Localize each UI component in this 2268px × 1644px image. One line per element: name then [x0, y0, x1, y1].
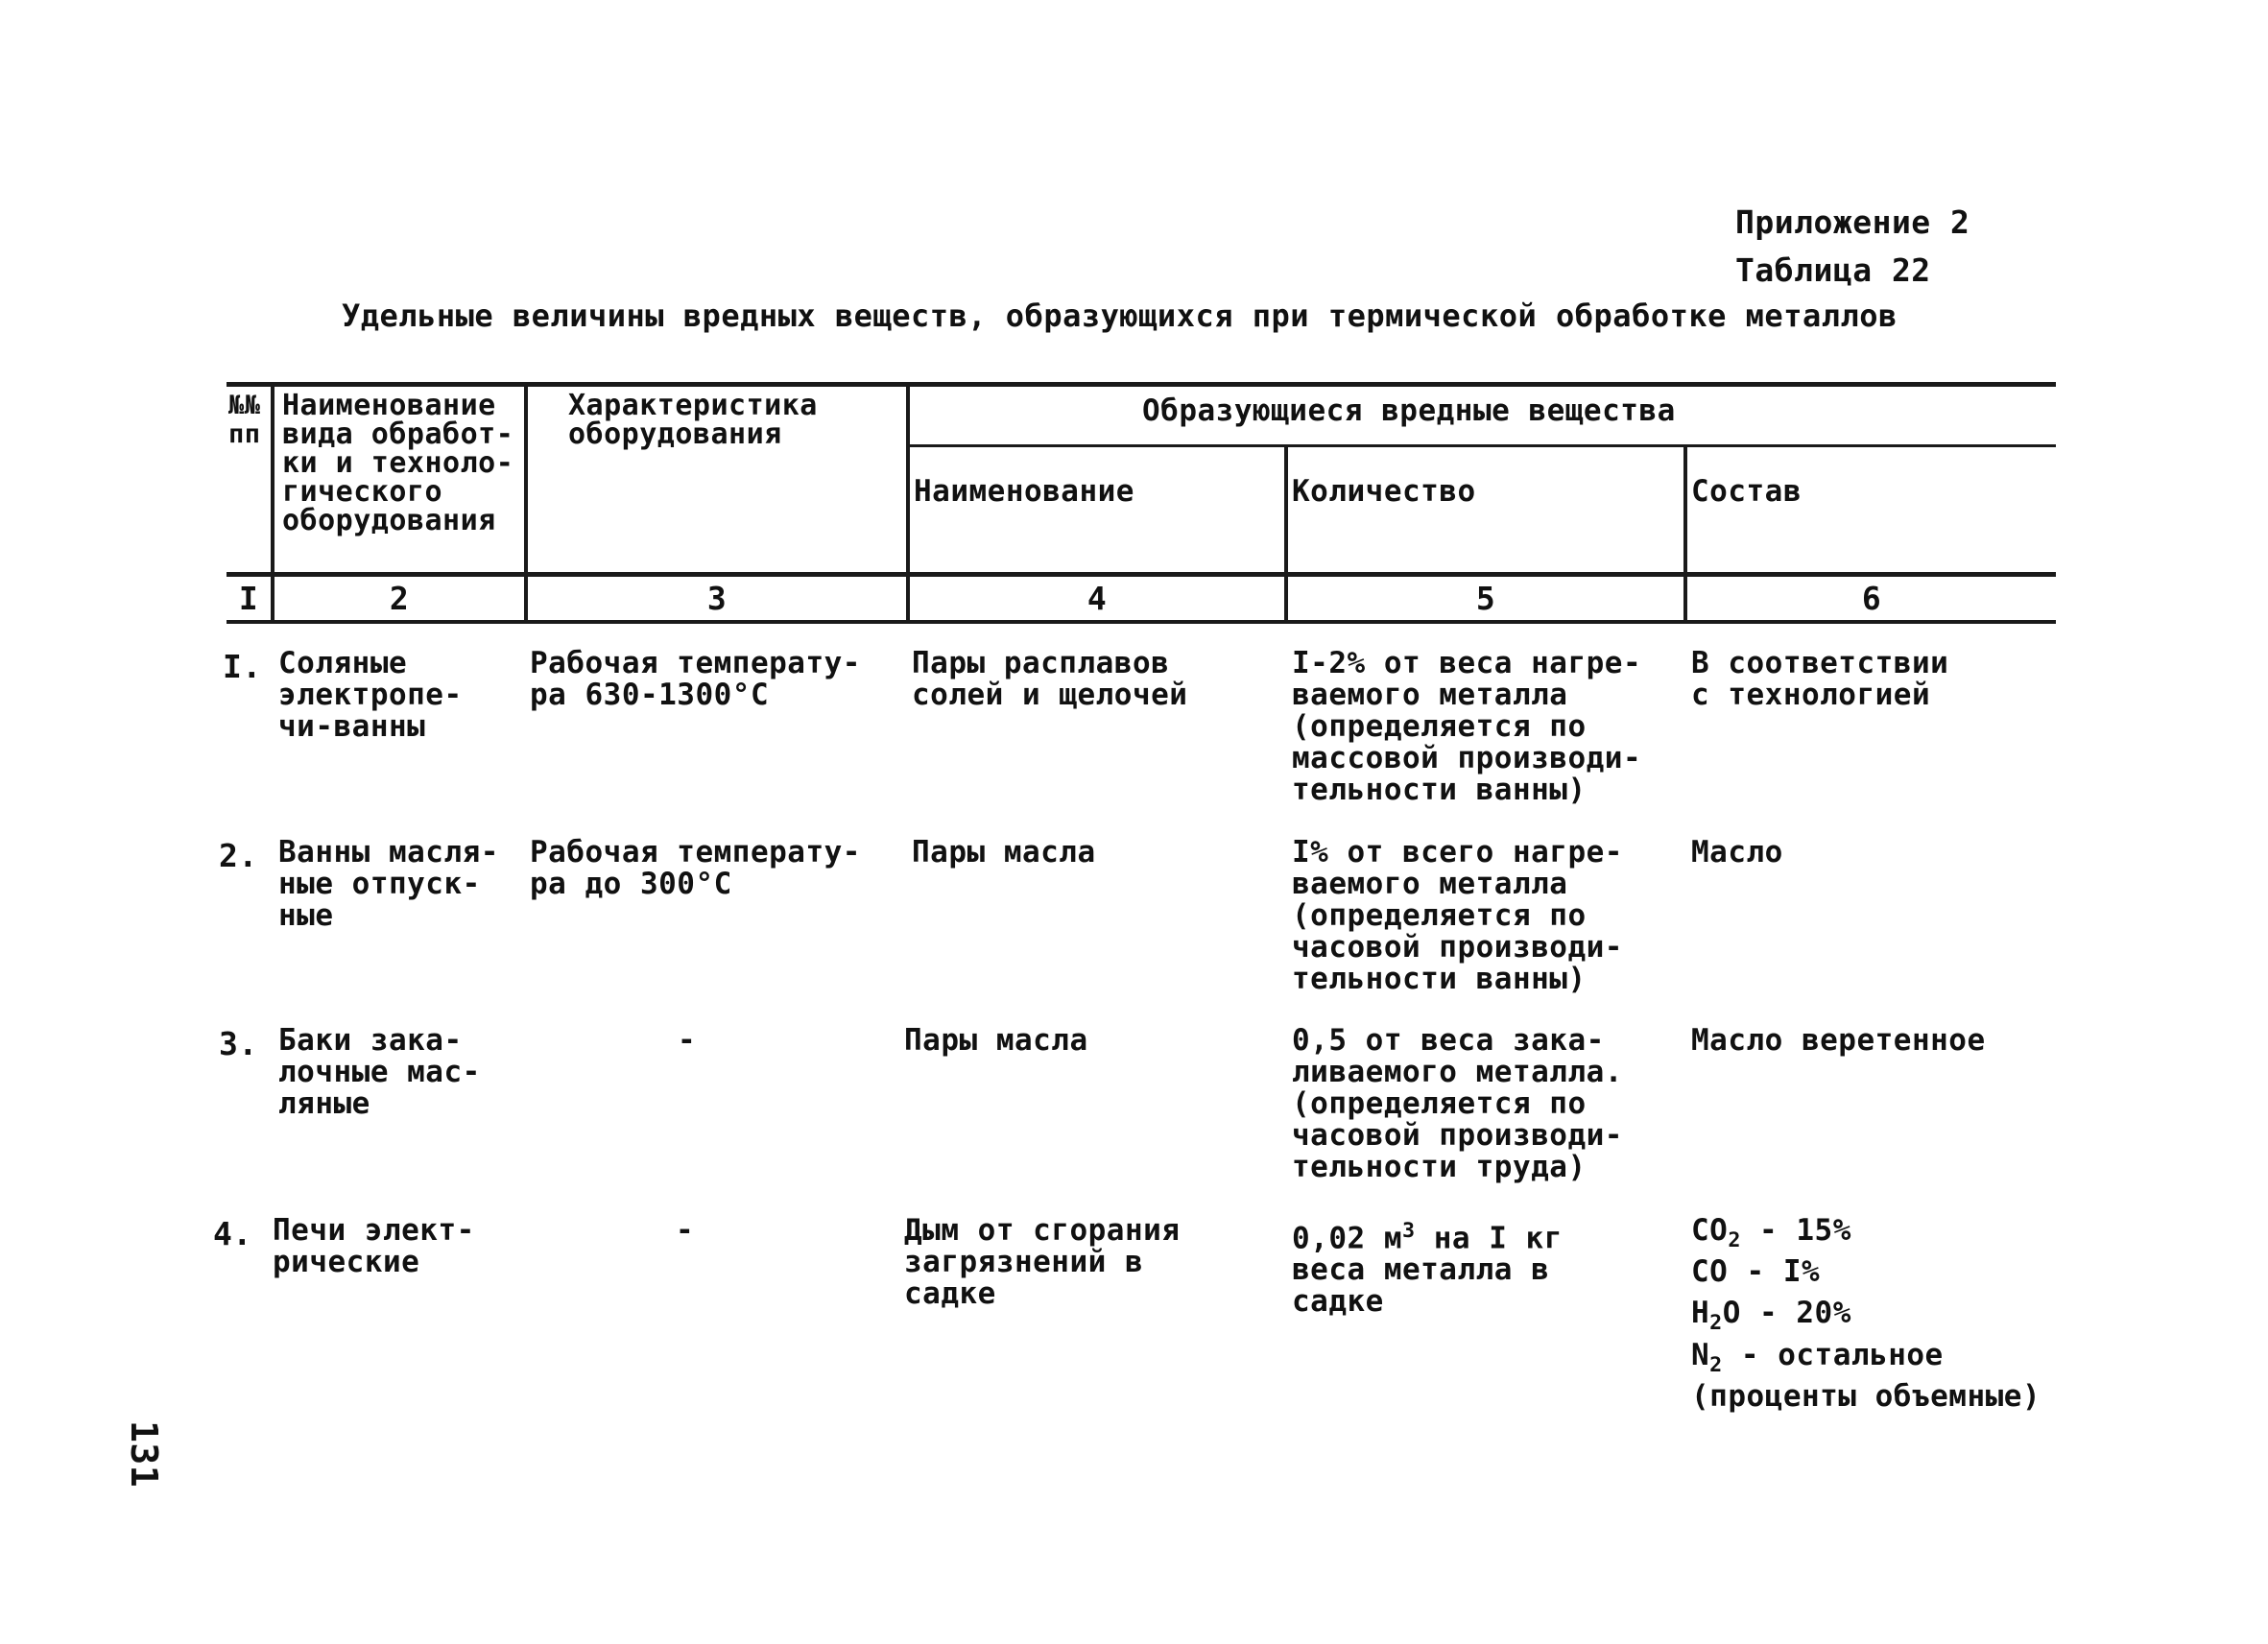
header-bottom-border: [227, 572, 2056, 577]
column-number-6: 6: [1861, 580, 1882, 617]
document-title: Удельные величины вредных веществ, образующихся при термической обработке металлов: [342, 298, 1898, 334]
row-4-quantity-superscript: 3: [1401, 1219, 1416, 1243]
header-quantity: Количество: [1292, 474, 1476, 509]
row-2-substance: Пары масла: [912, 835, 1096, 870]
row-3-equipment: -: [678, 1023, 697, 1058]
row-1-substance: Пары расплавов солей и щелочей: [912, 646, 1188, 712]
row-4-substance: Дым от сгорания загрязнений в садке: [904, 1213, 1181, 1311]
header-substance-name: Наименование: [914, 474, 1134, 509]
header-num: №№ пп: [228, 391, 261, 449]
composition-line-1: $CO_2 - 15\%$: [1691, 1213, 1851, 1253]
composition-line-4: $N_2$ - остальное: [1691, 1337, 1944, 1377]
row-4-name: Печи элект- рические: [273, 1213, 475, 1279]
row-2-name: Ванны масля- ные отпуск- ные: [278, 835, 499, 933]
row-2-equipment: Рабочая температу- ра до 300°С: [530, 835, 861, 901]
row-4-composition: [1691, 1215, 2041, 1413]
row-2-composition: Масло: [1691, 835, 1783, 870]
row-4-quantity-rest: веса металла в садке: [1292, 1252, 1550, 1320]
numbering-row-bottom-border: [227, 620, 2056, 624]
row-3-name: Баки зака- лочные мас- ляные: [278, 1023, 481, 1121]
row-4-equipment: -: [676, 1213, 695, 1248]
row-1-equipment: Рабочая температу- ра 630-1300°С: [530, 646, 861, 712]
row-3-quantity: 0,5 от веса зака- ливаемого металла. (определяется по часовой производи- тельности труда): [1292, 1023, 1623, 1184]
header-composition: Состав: [1691, 474, 1802, 509]
header-substances-group: Образующиеся вредные вещества: [1142, 393, 1676, 428]
column-number-1: I: [238, 580, 259, 617]
column-number-2: 2: [389, 580, 410, 617]
composition-line-3: $H_2O - 20\%$: [1691, 1296, 1851, 1336]
row-3-number: 3.: [219, 1025, 258, 1062]
row-4-number: 4.: [213, 1215, 252, 1252]
column-number-3: 3: [706, 580, 728, 617]
table-number-label: Таблица 22: [1735, 251, 1931, 289]
row-4-quantity-line1-rest: на I кг: [1415, 1221, 1563, 1256]
appendix-label: Приложение 2: [1735, 203, 1970, 241]
header-equipment: Характеристика оборудования: [568, 389, 818, 451]
page-number: 131: [123, 1420, 165, 1489]
composition-note: (проценты объемные): [1691, 1378, 2041, 1414]
column-number-5: 5: [1475, 580, 1496, 617]
table-top-border: [227, 382, 2056, 387]
row-2-number: 2.: [219, 837, 258, 874]
row-2-quantity: I% от всего нагре- ваемого металла (определяется по часовой производи- тельности ванны): [1292, 835, 1623, 996]
row-1-number: I.: [223, 648, 262, 685]
row-1-composition: В соответствии с технологией: [1691, 646, 1949, 712]
composition-line-2: CO - I%: [1691, 1254, 1821, 1290]
group-header-divider: [908, 444, 2056, 447]
row-1-name: Соляные электропе- чи-ванны: [278, 646, 463, 744]
header-name: Наименование вида обработ- ки и техноло- гического оборудования: [282, 389, 514, 537]
row-3-substance: Пары масла: [904, 1023, 1088, 1058]
row-1-quantity: I-2% от веса нагре- ваемого металла (определяется по массовой производи- тельности ванны): [1292, 646, 1642, 807]
row-3-composition: Масло веретенное: [1691, 1023, 1986, 1058]
row-4-quantity-line1: 0,02 м: [1292, 1221, 1402, 1256]
row-4-quantity: [1292, 1215, 1563, 1318]
column-number-4: 4: [1086, 580, 1108, 617]
